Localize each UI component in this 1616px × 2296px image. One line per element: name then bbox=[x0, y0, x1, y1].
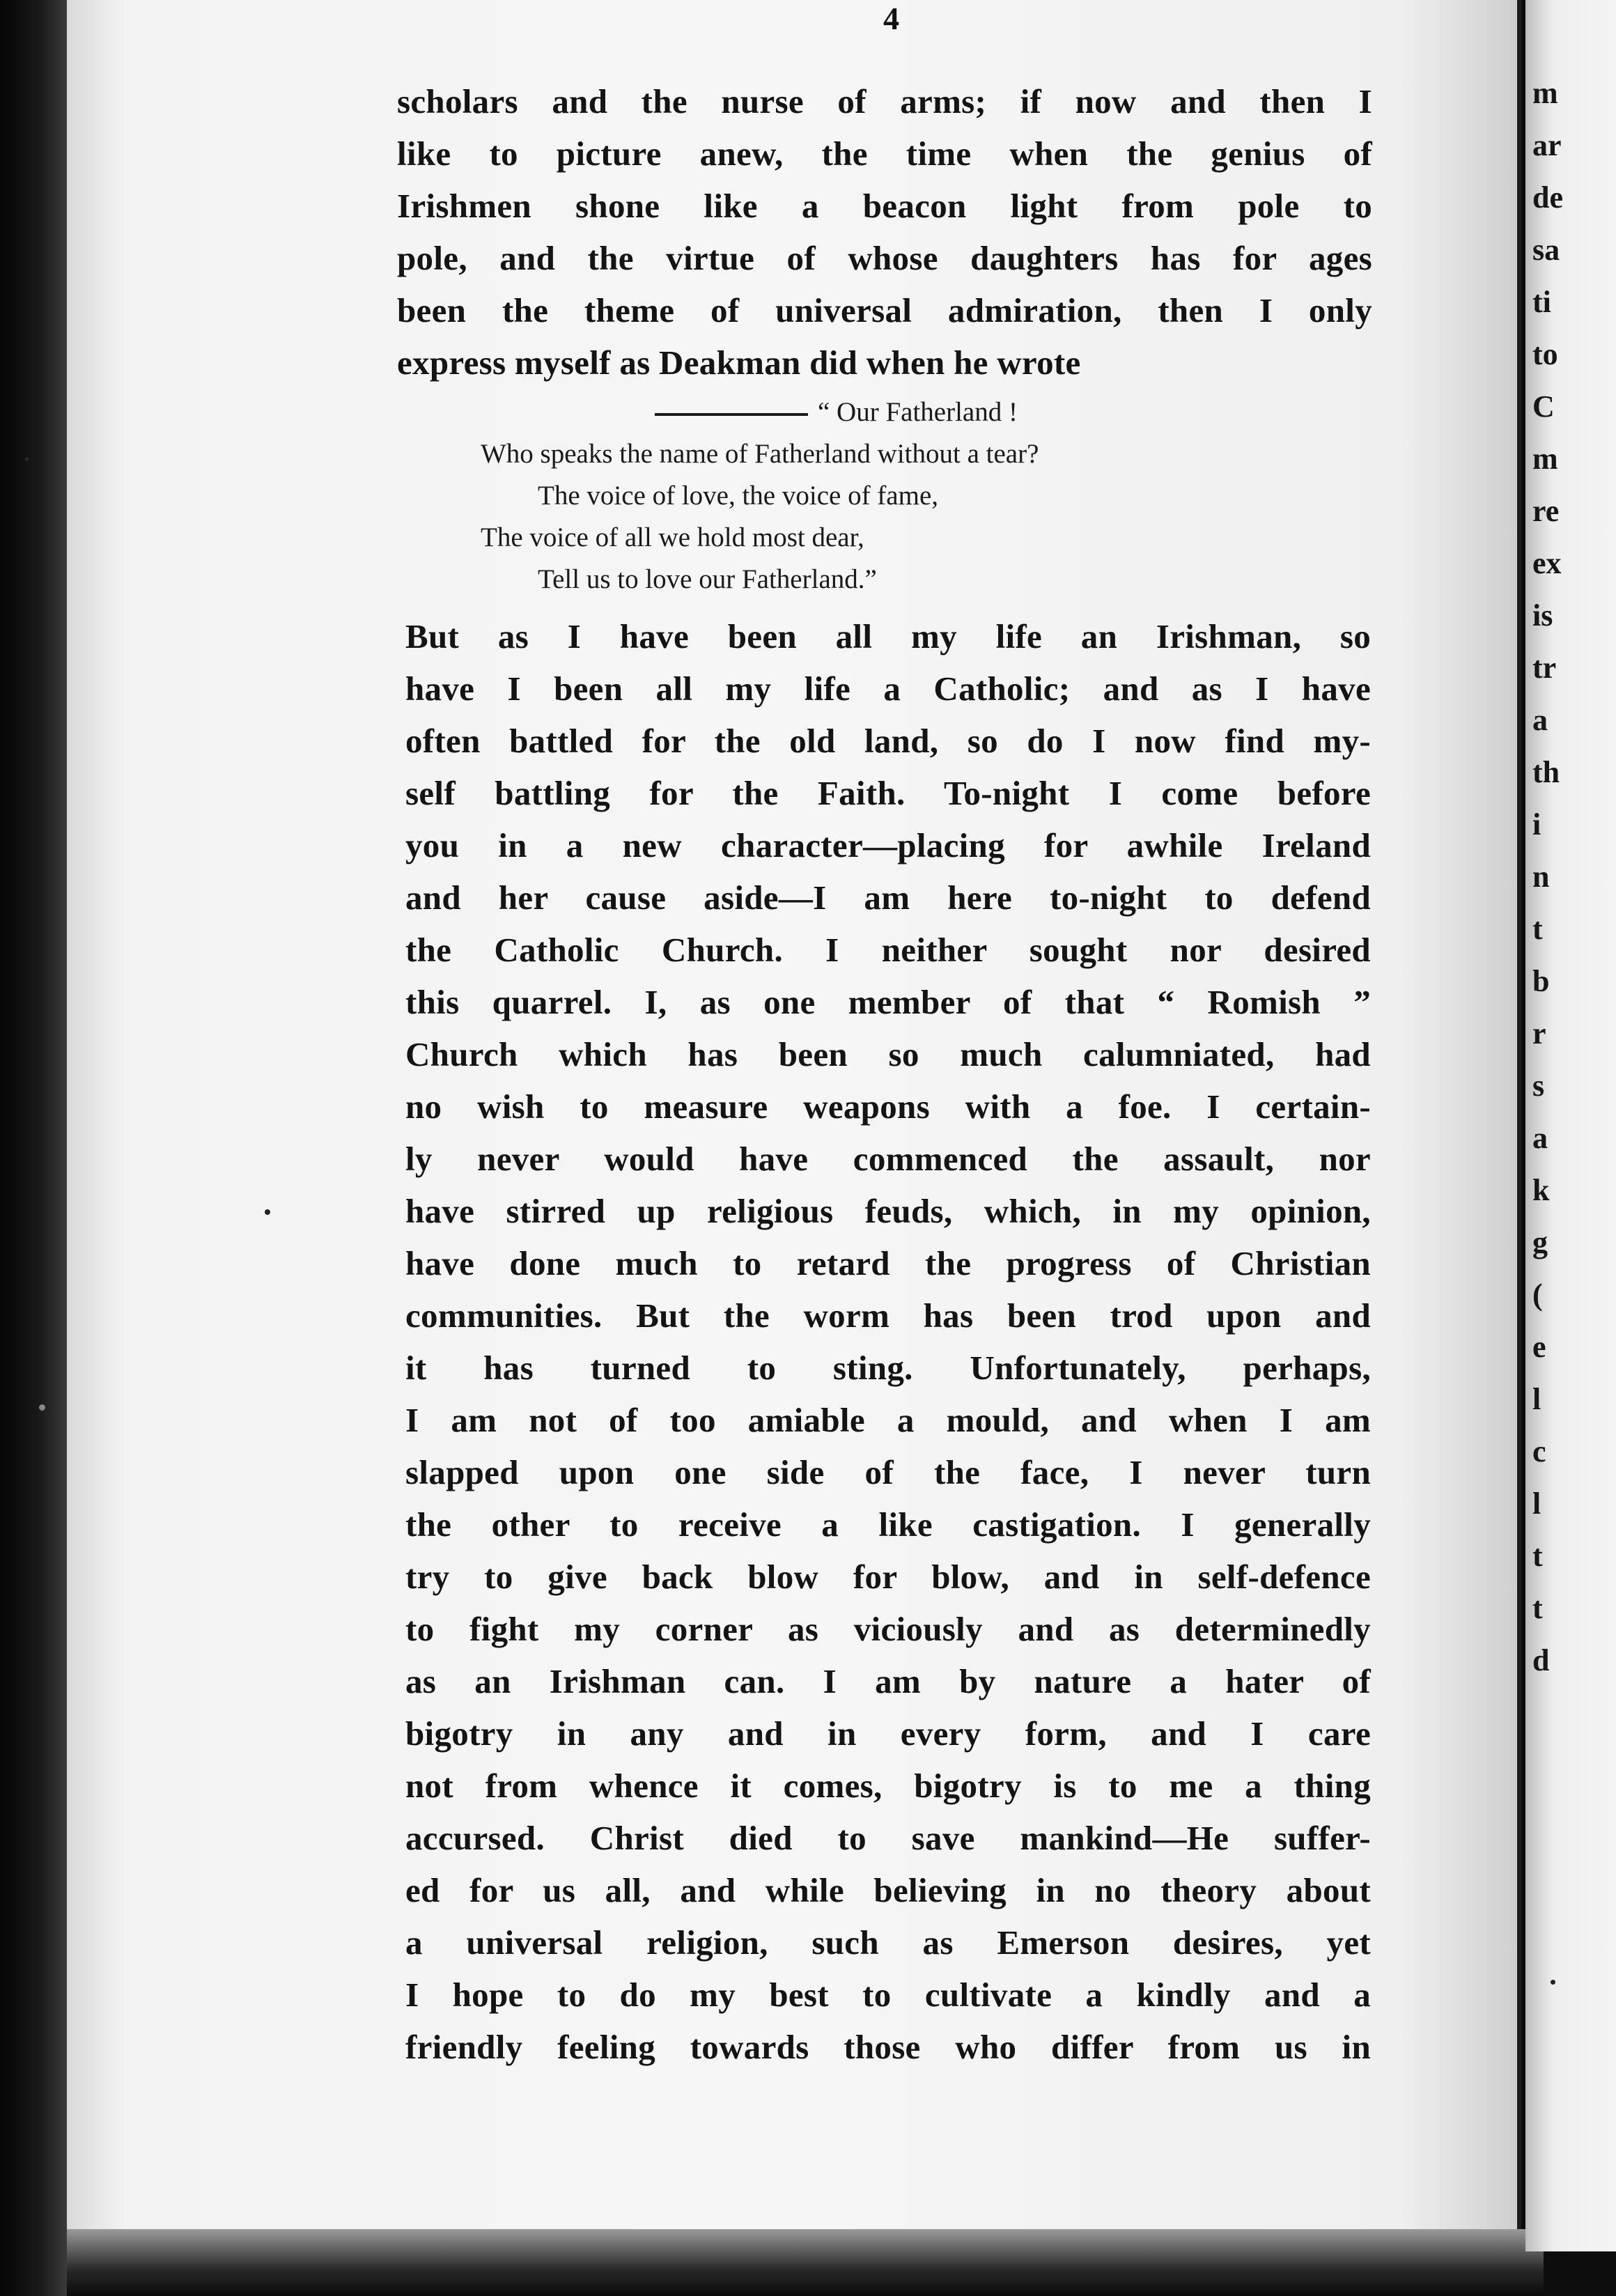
poem-line: Tell us to love our Fatherland.” bbox=[538, 564, 877, 594]
page-bottom-shadow bbox=[67, 2229, 1544, 2296]
next-page-fragment: de bbox=[1532, 180, 1563, 215]
next-page-fragment: to bbox=[1532, 337, 1558, 371]
next-page-fragment: m bbox=[1532, 76, 1558, 110]
next-page-fragment: sa bbox=[1532, 233, 1560, 267]
next-page-fragment: t bbox=[1532, 1591, 1543, 1625]
text-line: try to give back blow for blow, and in self-defence bbox=[405, 1558, 1371, 1596]
poem-line: Who speaks the name of Fatherland without a tear? bbox=[481, 439, 1039, 469]
text-line: Irishmen shone like a beacon light from pole to bbox=[397, 187, 1372, 225]
next-page-fragment: re bbox=[1532, 494, 1560, 528]
next-page-fragment: i bbox=[1532, 807, 1541, 841]
left-gutter bbox=[0, 0, 67, 2296]
next-page-fragment: a bbox=[1532, 1121, 1548, 1155]
print-speck bbox=[1551, 1980, 1555, 1985]
body-paragraph bbox=[405, 610, 1371, 2073]
poem-opening-text: “ Our Fatherland ! bbox=[818, 397, 1018, 427]
text-line: friendly feeling towards those who differ from us in bbox=[405, 2028, 1371, 2066]
poem-quote bbox=[446, 391, 1337, 600]
text-line: communities. But the worm has been trod upon and bbox=[405, 1296, 1371, 1335]
poem-line: The voice of love, the voice of fame, bbox=[538, 481, 939, 511]
text-line: I am not of too amiable a mould, and when I am bbox=[405, 1401, 1371, 1439]
text-line: like to picture anew, the time when the genius of bbox=[397, 134, 1372, 173]
text-line: the Catholic Church. I neither sought nor desired bbox=[405, 931, 1371, 969]
text-line: scholars and the nurse of arms; if now and then I bbox=[397, 82, 1372, 121]
next-page-fragment: C bbox=[1532, 389, 1555, 424]
em-rule bbox=[655, 413, 808, 416]
text-line: have stirred up religious feuds, which, in my opinion, bbox=[405, 1192, 1371, 1230]
text-line: accursed. Christ died to save mankind—He suffer- bbox=[405, 1819, 1371, 1857]
next-page-fragment: c bbox=[1532, 1434, 1546, 1468]
next-page-fragment: a bbox=[1532, 703, 1548, 737]
text-line: been the theme of universal admiration, then I only bbox=[397, 291, 1372, 329]
text-line: the other to receive a like castigation. I generally bbox=[405, 1505, 1371, 1544]
next-page-fragment: e bbox=[1532, 1330, 1546, 1364]
next-page-fragment: r bbox=[1532, 1016, 1546, 1050]
text-line: slapped upon one side of the face, I never turn bbox=[405, 1453, 1371, 1491]
text-line: have done much to retard the progress of Christian bbox=[405, 1244, 1371, 1282]
text-line: Church which has been so much calumniated, had bbox=[405, 1035, 1371, 1073]
text-line: bigotry in any and in every form, and I care bbox=[405, 1714, 1371, 1753]
text-line: and her cause aside—I am here to-night to defend bbox=[405, 878, 1371, 917]
text-line: you in a new character—placing for awhile Ireland bbox=[405, 826, 1371, 864]
next-page-fragment: l bbox=[1532, 1382, 1541, 1416]
next-page-strip bbox=[1525, 0, 1616, 2251]
next-page-fragment: m bbox=[1532, 442, 1558, 476]
text-line: a universal religion, such as Emerson desires, yet bbox=[405, 1923, 1371, 1962]
text-line: ly never would have commenced the assault, nor bbox=[405, 1140, 1371, 1178]
poem-line: The voice of all we hold most dear, bbox=[481, 522, 864, 552]
next-page-fragment: ar bbox=[1532, 128, 1562, 162]
next-page-fragment: l bbox=[1532, 1487, 1541, 1521]
next-page-fragment: t bbox=[1532, 912, 1543, 946]
next-page-fragment: ti bbox=[1532, 285, 1551, 319]
text-line: it has turned to sting. Unfortunately, perhaps, bbox=[405, 1349, 1371, 1387]
next-page-fragment: is bbox=[1532, 598, 1553, 633]
text-line: express myself as Deakman did when he wrote bbox=[397, 343, 1081, 382]
text-line: not from whence it comes, bigotry is to me a thing bbox=[405, 1767, 1371, 1805]
text-line: But as I have been all my life an Irishman, so bbox=[405, 617, 1371, 656]
next-page-fragment: d bbox=[1532, 1643, 1550, 1677]
text-line: self battling for the Faith. To-night I come before bbox=[405, 774, 1371, 812]
text-line: pole, and the virtue of whose daughters has for ages bbox=[397, 239, 1372, 277]
text-line: as an Irishman can. I am by nature a hater of bbox=[405, 1662, 1371, 1700]
text-line: no wish to measure weapons with a foe. I certain- bbox=[405, 1087, 1371, 1126]
intro-text bbox=[397, 75, 1372, 389]
next-page-fragment: th bbox=[1532, 755, 1560, 789]
text-line: this quarrel. I, as one member of that “ Romish ” bbox=[405, 983, 1371, 1021]
text-line: often battled for the old land, so do I now find my- bbox=[405, 722, 1371, 760]
print-speck bbox=[265, 1209, 270, 1215]
next-page-fragment: g bbox=[1532, 1225, 1548, 1259]
next-page-fragment: b bbox=[1532, 964, 1550, 998]
page-number: 4 bbox=[883, 1, 899, 36]
text-line: I hope to do my best to cultivate a kindly and a bbox=[405, 1976, 1371, 2014]
print-speck bbox=[39, 1404, 45, 1411]
text-line: to fight my corner as viciously and as determinedly bbox=[405, 1610, 1371, 1648]
next-page-fragment: tr bbox=[1532, 651, 1557, 685]
poem-opening-line bbox=[446, 391, 1337, 433]
next-page-fragment: ( bbox=[1532, 1278, 1543, 1312]
next-page-fragment: n bbox=[1532, 860, 1550, 894]
text-line: ed for us all, and while believing in no theory about bbox=[405, 1871, 1371, 1909]
next-page-fragment: s bbox=[1532, 1069, 1545, 1103]
next-page-fragment: ex bbox=[1532, 546, 1562, 580]
text-line: have I been all my life a Catholic; and as I have bbox=[405, 669, 1371, 708]
next-page-fragment: t bbox=[1532, 1539, 1543, 1573]
next-page-fragment: k bbox=[1532, 1173, 1550, 1207]
